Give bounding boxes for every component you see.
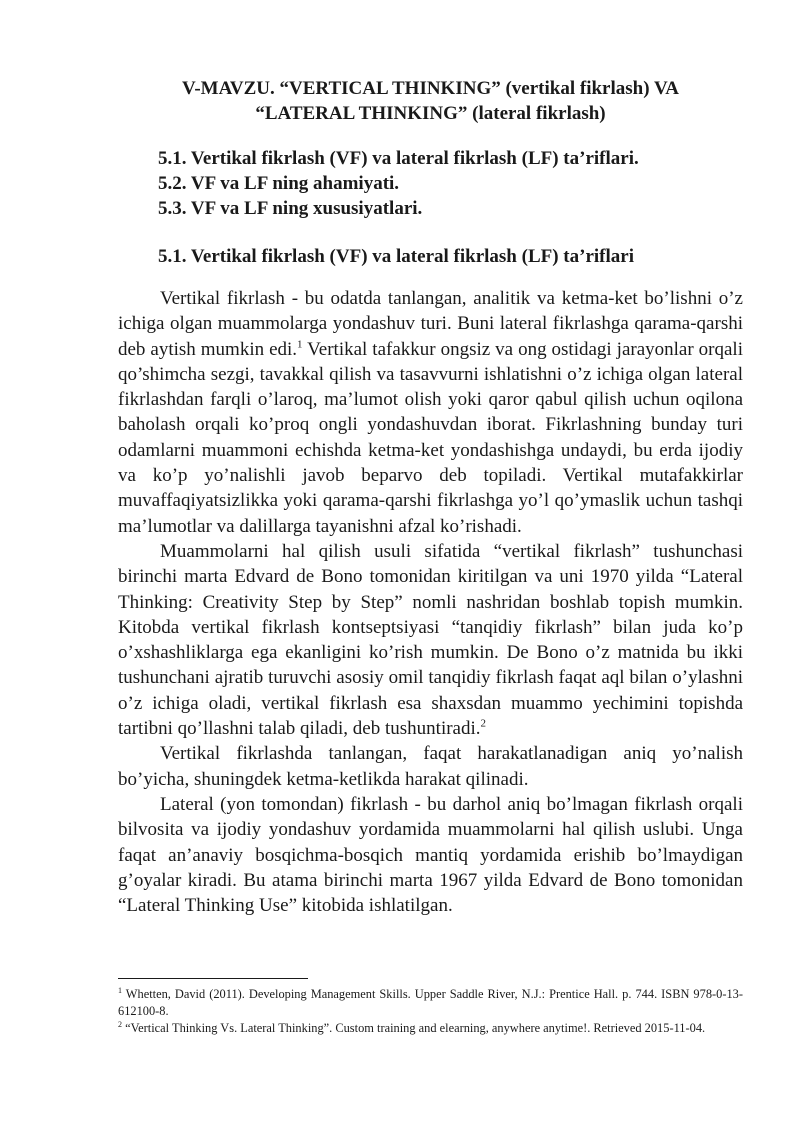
footnote-ref: 2 bbox=[480, 717, 487, 730]
paragraph bbox=[118, 539, 743, 741]
toc-item: 5.2. VF va LF ning ahamiyati. bbox=[158, 173, 400, 194]
footnote-ref: 1 bbox=[297, 338, 303, 351]
section-heading: 5.1. Vertikal fikrlash (VF) va lateral fikrlash (LF) ta’riflari bbox=[158, 246, 634, 267]
paragraph bbox=[118, 741, 743, 792]
title-line-2: “LATERAL THINKING” (lateral fikrlash) bbox=[255, 103, 606, 124]
body-text bbox=[118, 286, 743, 918]
paragraph-text: Vertikal fikrlash - bu odatda tanlangan, analitik va ketma-ket bo’lishni o’z ichiga olgan muammolarga yondashuv turi. Buni lateral fikrlashga qarama-qarshi deb aytish mumkin edi. bbox=[118, 288, 743, 360]
footnote-text: “Vertical Thinking Vs. Lateral Thinking”. Custom training and elearning, anywhere anytime!. Retrieved 2015-11-04. bbox=[122, 1021, 706, 1035]
footnote-divider bbox=[118, 978, 308, 979]
toc-item: 5.3. VF va LF ning xususiyatlari. bbox=[158, 198, 423, 219]
paragraph-text: Vertikal tafakkur ongsiz va ong ostidagi jarayonlar orqali qo’shimcha sezgi, tavakkal qilish va tasavvurni ishlatishni o’z ichiga olgan lateral fikrlashdan farqli o’laroq, ma’lumot olish yoki qaror qabul qilish uchun oqilona baholash orqali ko’proq ongli yondashuvdan iborat. Fikrlashning bunday turi odamlarni muammoni echishda ketma-ket yondashishga undaydi, bu erda ijodiy va ko’p yo’nalishli javob beparvo deb topiladi. Vertikal mutafakkirlar muvaffaqiyatsizlikka yoki qarama-qarshi fikrlashga yo’l qo’ymaslik uchun tashqi ma’lumotlar va dalillarga tayanishni afzal ko’rishadi. bbox=[118, 338, 743, 537]
title-line-1: V-MAVZU. “VERTICAL THINKING” (vertikal fikrlash) VA bbox=[182, 78, 679, 99]
footnote-marker: 2 bbox=[118, 1019, 122, 1029]
paragraph-text: Muammolarni hal qilish usuli sifatida “vertikal fikrlash” tushunchasi birinchi marta Edvard de Bono tomonidan kiritilgan va uni 1970 yilda “Lateral Thinking: Creativity Step by Step” nomli nashridan boshlab topish mumkin. Kitobda vertikal fikrlash kontseptsiyasi “tanqidiy fikrlash” bilan juda ko’p o’xshashliklarga ega ekanligini ko’rish mumkin. De Bono o’z matnida bu ikki tushunchani ajratib turuvchi asosiy omil tanqidiy fikrlash faqat aql bilan o’ylashni o’z ichiga oladi, vertikal fikrlash esa shaxsdan muammo yechimini topishda tartibni qo’llashni talab qiladi, deb tushuntiradi. bbox=[118, 540, 743, 740]
paragraph bbox=[118, 792, 743, 918]
footnote bbox=[118, 986, 743, 1019]
paragraph bbox=[118, 286, 743, 539]
paragraph-text: Vertikal fikrlashda tanlangan, faqat harakatlanadigan aniq yo’nalish bo’yicha, shuningdek ketma-ketlikda harakat qilinadi. bbox=[118, 743, 743, 790]
toc-item: 5.1. Vertikal fikrlash (VF) va lateral fikrlash (LF) ta’riflari. bbox=[158, 148, 639, 169]
footnote-text: Whetten, David (2011). Developing Management Skills. Upper Saddle River, N.J.: Prentice Hall. p. 744. ISBN 978-0-13-612100-8. bbox=[118, 987, 743, 1018]
footnote-marker: 1 bbox=[118, 985, 122, 995]
table-of-contents bbox=[158, 146, 639, 221]
footnote bbox=[118, 1020, 743, 1037]
footnotes bbox=[118, 986, 743, 1038]
paragraph-text: Lateral (yon tomondan) fikrlash - bu darhol aniq bo’lmagan fikrlash orqali bilvosita va ijodiy yondashuv yordamida muammolarni hal qilish uslubi. Unga faqat an’anaviy bosqichma-bosqich mantiq yordamida erishib bo’lmaydigan g’oyalar kiradi. Bu atama birinchi marta 1967 yilda Edvard de Bono tomonidan “Lateral Thinking Use” kitobida ishlatilgan. bbox=[118, 793, 743, 917]
page-title bbox=[118, 76, 743, 126]
